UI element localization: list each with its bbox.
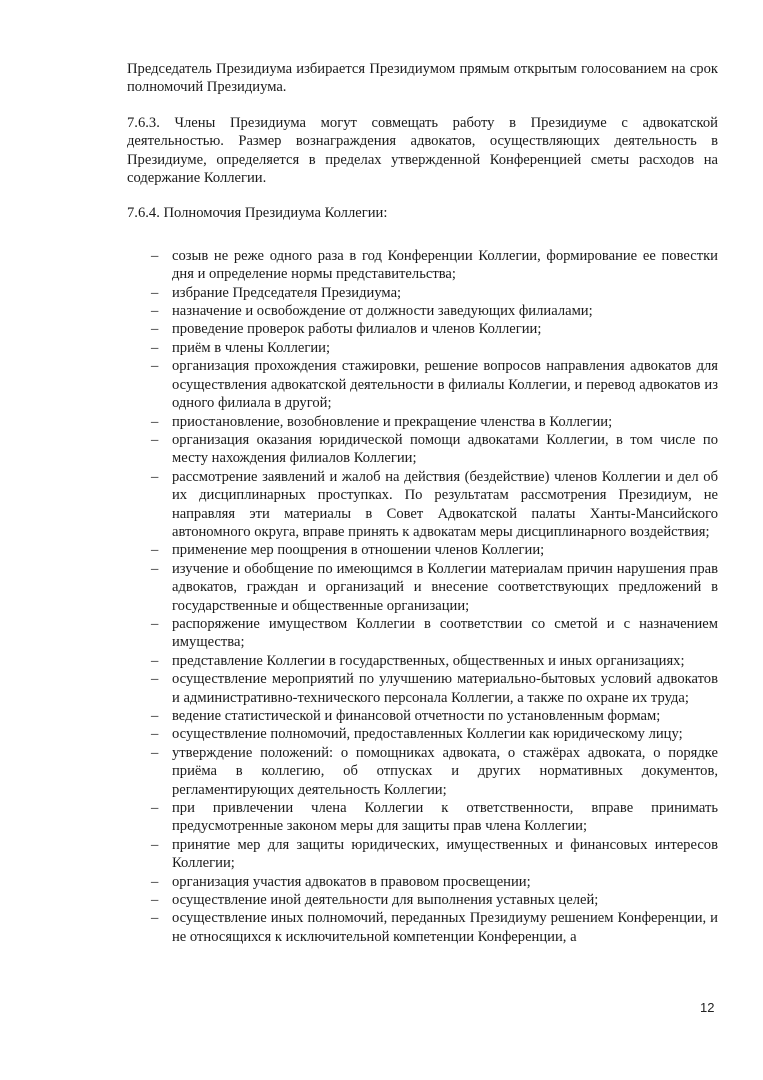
list-item: [127, 560, 718, 615]
list-dash-marker: –: [151, 652, 159, 669]
list-item: [127, 431, 718, 468]
list-dash-marker: –: [151, 284, 159, 301]
list-item: [127, 744, 718, 799]
list-item-text: избрание Председателя Президиума;: [172, 284, 402, 301]
list-dash-marker: –: [151, 800, 159, 817]
list-dash-marker: –: [151, 892, 159, 909]
list-item: [127, 320, 718, 338]
page-number: 12: [700, 1000, 715, 1015]
paragraph-chairman-election: Председатель Президиума избирается Президиумом прямым открытым голосованием на срок полномочий Президиума.: [127, 61, 718, 96]
list-item-text: принятие мер для защиты юридических, имущественных и финансовых интересов Коллегии;: [172, 836, 718, 872]
list-dash-marker: –: [151, 358, 159, 375]
list-item: [127, 873, 718, 891]
list-item-text: осуществление мероприятий по улучшению материально-бытовых условий адвокатов и административно-технического персонала Коллегии, а также по охране их труда;: [172, 671, 718, 706]
list-item-text: организация оказания юридической помощи адвокатами Коллегии, в том числе по месту нахождения филиалов Коллегии;: [172, 431, 718, 467]
list-dash-marker: –: [151, 339, 159, 356]
list-item-text: проведение проверок работы филиалов и членов Коллегии;: [172, 321, 542, 338]
list-dash-marker: –: [151, 542, 159, 559]
list-item-text: организация участия адвокатов в правовом просвещении;: [172, 873, 531, 890]
presidium-powers-list: [127, 247, 718, 946]
list-item: [127, 909, 718, 946]
list-item: [127, 357, 718, 412]
list-item-text: созыв не реже одного раза в год Конференции Коллегии, формирование ее повестки дня и определение нормы представительства;: [172, 247, 718, 283]
list-dash-marker: –: [151, 560, 159, 577]
list-item: [127, 725, 718, 743]
list-item-text: применение мер поощрения в отношении членов Коллегии;: [172, 542, 545, 559]
list-item: [127, 339, 718, 357]
list-dash-marker: –: [151, 910, 159, 927]
list-item-text: приостановление, возобновление и прекращение членства в Коллегии;: [172, 413, 613, 430]
list-dash-marker: –: [151, 247, 159, 264]
list-item-text: рассмотрение заявлений и жалоб на действия (бездействие) членов Коллегии и дел об их дисциплинарных проступках. По результатам рассмотрения Президиум, не направляя эти материалы в Совет Адвокатской палаты Ханты-Мансийского автономного округа, вправе принять к адвокатам меры дисциплинарного воздействия;: [172, 468, 718, 540]
list-item: [127, 302, 718, 320]
list-item-text: распоряжение имуществом Коллегии в соответствии со сметой и с назначением имущества;: [172, 615, 718, 651]
list-dash-marker: –: [151, 303, 159, 320]
list-item-text: изучение и обобщение по имеющимся в Коллегии материалам причин нарушения прав адвокатов, граждан и организаций и внесение соответствующих предложений в государственные и общественные организации;: [172, 560, 718, 614]
list-item-text: ведение статистической и финансовой отчетности по установленным формам;: [172, 708, 661, 724]
list-dash-marker: –: [151, 836, 159, 853]
paragraph-7-6-4-heading: 7.6.4. Полномочия Президиума Коллегии:: [127, 205, 388, 222]
list-dash-marker: –: [151, 873, 159, 890]
list-item-text: приём в члены Коллегии;: [172, 339, 330, 356]
list-dash-marker: –: [151, 726, 159, 743]
page-content: [127, 60, 718, 946]
list-item-text: осуществление иной деятельности для выполнения уставных целей;: [172, 892, 599, 909]
list-dash-marker: –: [151, 671, 159, 688]
list-item: [127, 652, 718, 670]
list-dash-marker: –: [151, 615, 159, 632]
list-dash-marker: –: [151, 468, 159, 485]
list-item: [127, 799, 718, 836]
list-item: [127, 247, 718, 284]
list-item: [127, 468, 718, 542]
list-dash-marker: –: [151, 708, 159, 724]
list-item: [127, 670, 718, 707]
list-dash-marker: –: [151, 413, 159, 430]
list-item: [127, 284, 718, 302]
paragraph-7-6-3: 7.6.3. Члены Президиума могут совмещать работу в Президиуме с адвокатской деятельностью. Размер вознаграждения адвокатов, осуществляющих деятельность в Президиуме, определяется в пределах утвержденной Конференцией сметы расходов на содержание Коллегии.: [127, 114, 718, 187]
list-item-text: представление Коллегии в государственных, общественных и иных организациях;: [172, 652, 685, 669]
list-item-text: назначение и освобождение от должности заведующих филиалами;: [172, 303, 593, 320]
list-dash-marker: –: [151, 321, 159, 338]
list-item: [127, 541, 718, 559]
list-dash-marker: –: [151, 431, 159, 448]
list-item: [127, 615, 718, 652]
list-item: [127, 836, 718, 873]
list-item-text: утверждение положений: о помощниках адвоката, о стажёрах адвоката, о порядке приёма в коллегию, об отпусках и других нормативных документов, регламентирующих деятельность Коллегии;: [172, 744, 718, 798]
list-item: [127, 891, 718, 909]
list-item: [127, 413, 718, 431]
list-item: [127, 707, 718, 725]
list-item-text: осуществление полномочий, предоставленных Коллегии как юридическому лицу;: [172, 726, 683, 743]
list-item-text: организация прохождения стажировки, решение вопросов направления адвокатов для осуществления адвокатской деятельности в филиалы Коллегии, и перевод адвокатов из одного филиала в другой;: [172, 358, 718, 412]
list-item-text: осуществление иных полномочий, переданных Президиуму решением Конференции, и не относящихся к исключительной компетенции Конференции, а: [172, 910, 718, 945]
list-dash-marker: –: [151, 744, 159, 761]
list-item-text: при привлечении члена Коллегии к ответственности, вправе принимать предусмотренные законом меры для защиты прав члена Коллегии;: [172, 800, 718, 835]
